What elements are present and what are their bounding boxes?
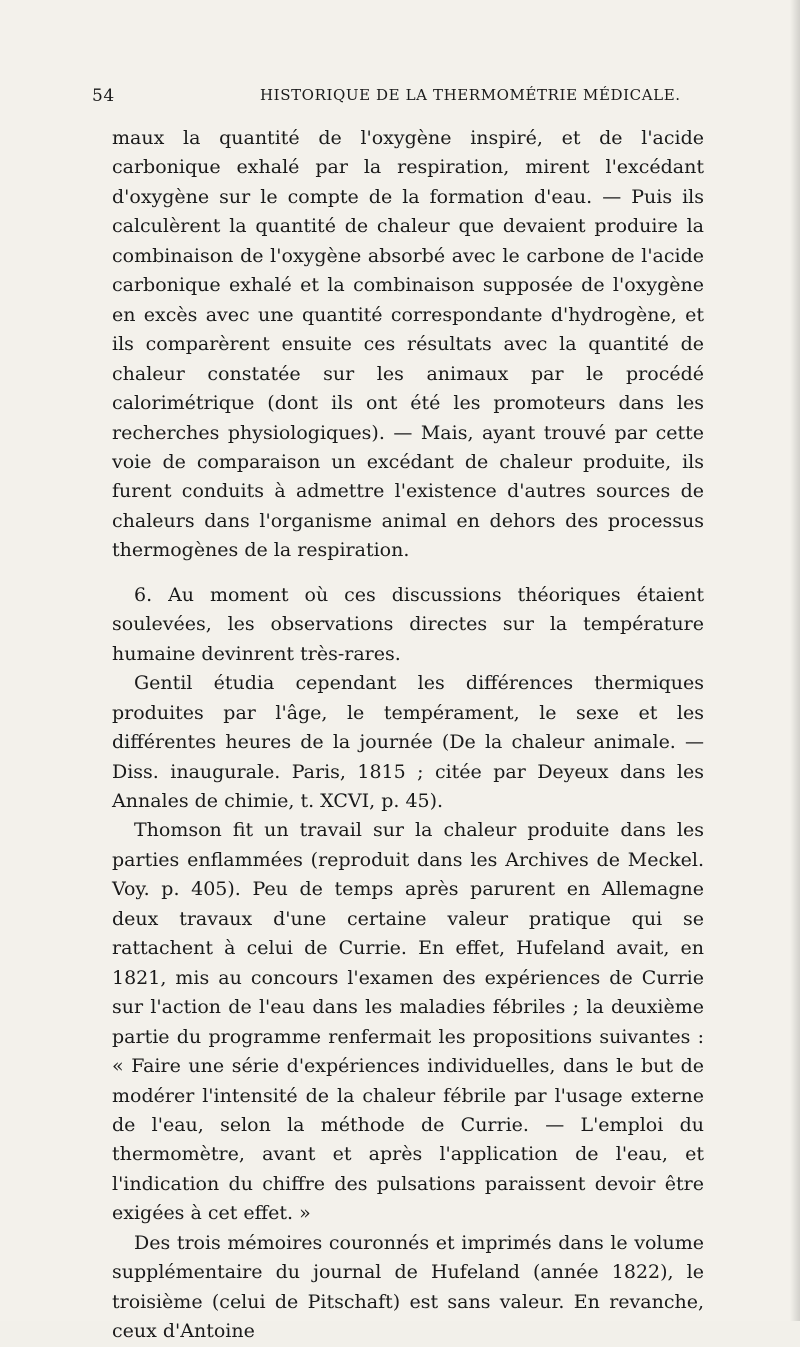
running-header [92, 86, 702, 110]
page-number: 54 [92, 86, 115, 106]
running-title: HISTORIQUE DE LA THERMOMÉTRIE MÉDICALE. [260, 86, 681, 104]
page-edge-shadow [790, 0, 800, 1321]
paragraph-2: 6. Au moment où ces discussions théoriques étaient soulevées, les observations directes sur la température humaine devinrent très-rares. [112, 583, 704, 665]
paragraph-5: Des trois mémoires couronnés et imprimés dans le volume supplémentaire du journal de Hufeland (année 1822), le troisième (celui de Pitschaft) est sans valeur. En revanche, ceux d'Antoine [112, 1231, 704, 1343]
paragraph-1: maux la quantité de l'oxygène inspiré, et de l'acide carbonique exhalé par la respiration, mirent l'excédant d'oxygène sur le compte de la formation d'eau. — Puis ils calculèrent la quantité de chaleur que devaient produire la combinaison de l'oxygène absorbé avec le carbone de l'acide carbonique exhalé et la combinaison supposée de l'oxygène en excès avec une quantité correspondante d'hydrogène, et ils comparèrent ensuite ces résultats avec la quantité de chaleur constatée sur les animaux par le procédé calorimétrique (dont ils ont été les promoteurs dans les recherches physiologiques). — Mais, ayant trouvé par cette voie de comparaison un excédant de chaleur produite, ils furent conduits à admettre l'existence d'autres sources de chaleurs dans l'organisme animal en dehors des processus thermogènes de la respiration. [112, 127, 704, 562]
body-text [112, 124, 704, 1347]
paragraph-4: Thomson fit un travail sur la chaleur produite dans les parties enflammées (reproduit dans les Archives de Meckel. Voy. p. 405). Peu de temps après parurent en Allemagne deux travaux d'une certaine valeur pratique qui se rattachent à celui de Currie. En effet, Hufeland avait, en 1821, mis au concours l'examen des expériences de Currie sur l'action de l'eau dans les maladies fébriles ; la deuxième partie du programme renfermait les propositions suivantes : « Faire une série d'expériences individuelles, dans le but de modérer l'intensité de la chaleur fébrile par l'usage externe de l'eau, selon la méthode de Currie. — L'emploi du thermomètre, avant et après l'application de l'eau, et l'indication du chiffre des pulsations paraissent devoir être exigées à cet effet. » [112, 819, 704, 1225]
paragraph-3: Gentil étudia cependant les différences thermiques produites par l'âge, le tempérament, le sexe et les différentes heures de la journée (De la chaleur animale. — Diss. inaugurale. Paris, 1815 ; citée par Deyeux dans les Annales de chimie, t. XCVI, p. 45). [112, 672, 704, 812]
